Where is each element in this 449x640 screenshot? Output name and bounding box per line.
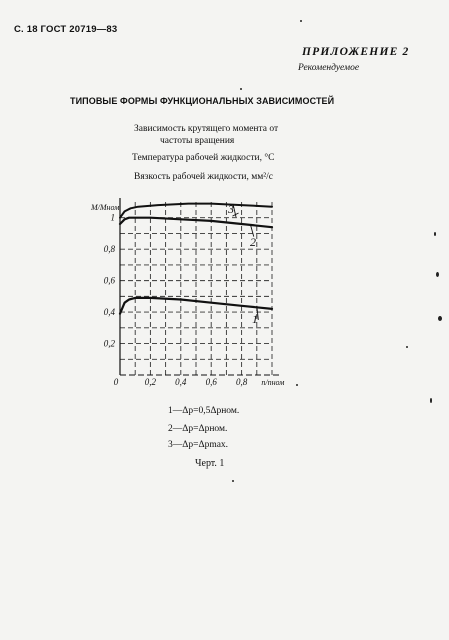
legend-item-2: 2—Δp=Δpном. (168, 424, 228, 434)
x-tick-label: 0,2 (144, 377, 157, 387)
scan-speck (434, 232, 436, 236)
y-tick-label: 1 (110, 212, 115, 223)
scan-speck (232, 480, 234, 482)
x-tick-label: 0,6 (205, 377, 217, 387)
callout-label-1: 1 (252, 312, 258, 326)
y-axis-label: M/Mном (91, 203, 120, 212)
caption-temperature: Температура рабочей жидкости, °С (132, 153, 275, 163)
caption-line-1: Зависимость крутящего момента от (134, 124, 279, 134)
x-tick-label: 0 (113, 377, 119, 387)
section-title: ТИПОВЫЕ ФОРМЫ ФУНКЦИОНАЛЬНЫХ ЗАВИСИМОСТЕЙ (70, 96, 335, 106)
y-tick-label: 0,8 (103, 244, 115, 255)
x-axis-label: n/nном (261, 378, 285, 387)
appendix-subtitle: Рекомендуемое (298, 63, 360, 73)
x-tick-label: 0,8 (235, 377, 248, 387)
figure-label: Черт. 1 (195, 458, 225, 469)
y-tick-label: 0,4 (103, 307, 115, 318)
legend-item-3: 3—Δp=Δpmax. (168, 440, 229, 450)
scan-speck (406, 346, 408, 348)
scan-speck (300, 20, 302, 22)
scan-speck (240, 88, 242, 90)
scan-speck (430, 398, 432, 403)
y-tick-label: 0,6 (103, 275, 115, 286)
curve-1 (120, 298, 272, 314)
scan-speck (438, 316, 442, 321)
x-tick-label: 0,4 (175, 377, 187, 387)
scan-speck (296, 384, 298, 386)
caption-line-2: частоты вращения (160, 136, 235, 146)
page-header: С. 18 ГОСТ 20719—83 (14, 24, 118, 35)
legend-item-1: 1—Δp=0,5Δpном. (168, 406, 240, 416)
chart-grid (120, 202, 272, 375)
callout-label-3: 3 (228, 202, 234, 216)
scan-speck (436, 272, 439, 277)
appendix-title: ПРИЛОЖЕНИЕ 2 (302, 46, 410, 58)
y-tick-label: 0,2 (103, 338, 115, 349)
callout-label-2: 2 (250, 235, 256, 249)
caption-viscosity: Вязкость рабочей жидкости, мм²/с (134, 172, 273, 182)
